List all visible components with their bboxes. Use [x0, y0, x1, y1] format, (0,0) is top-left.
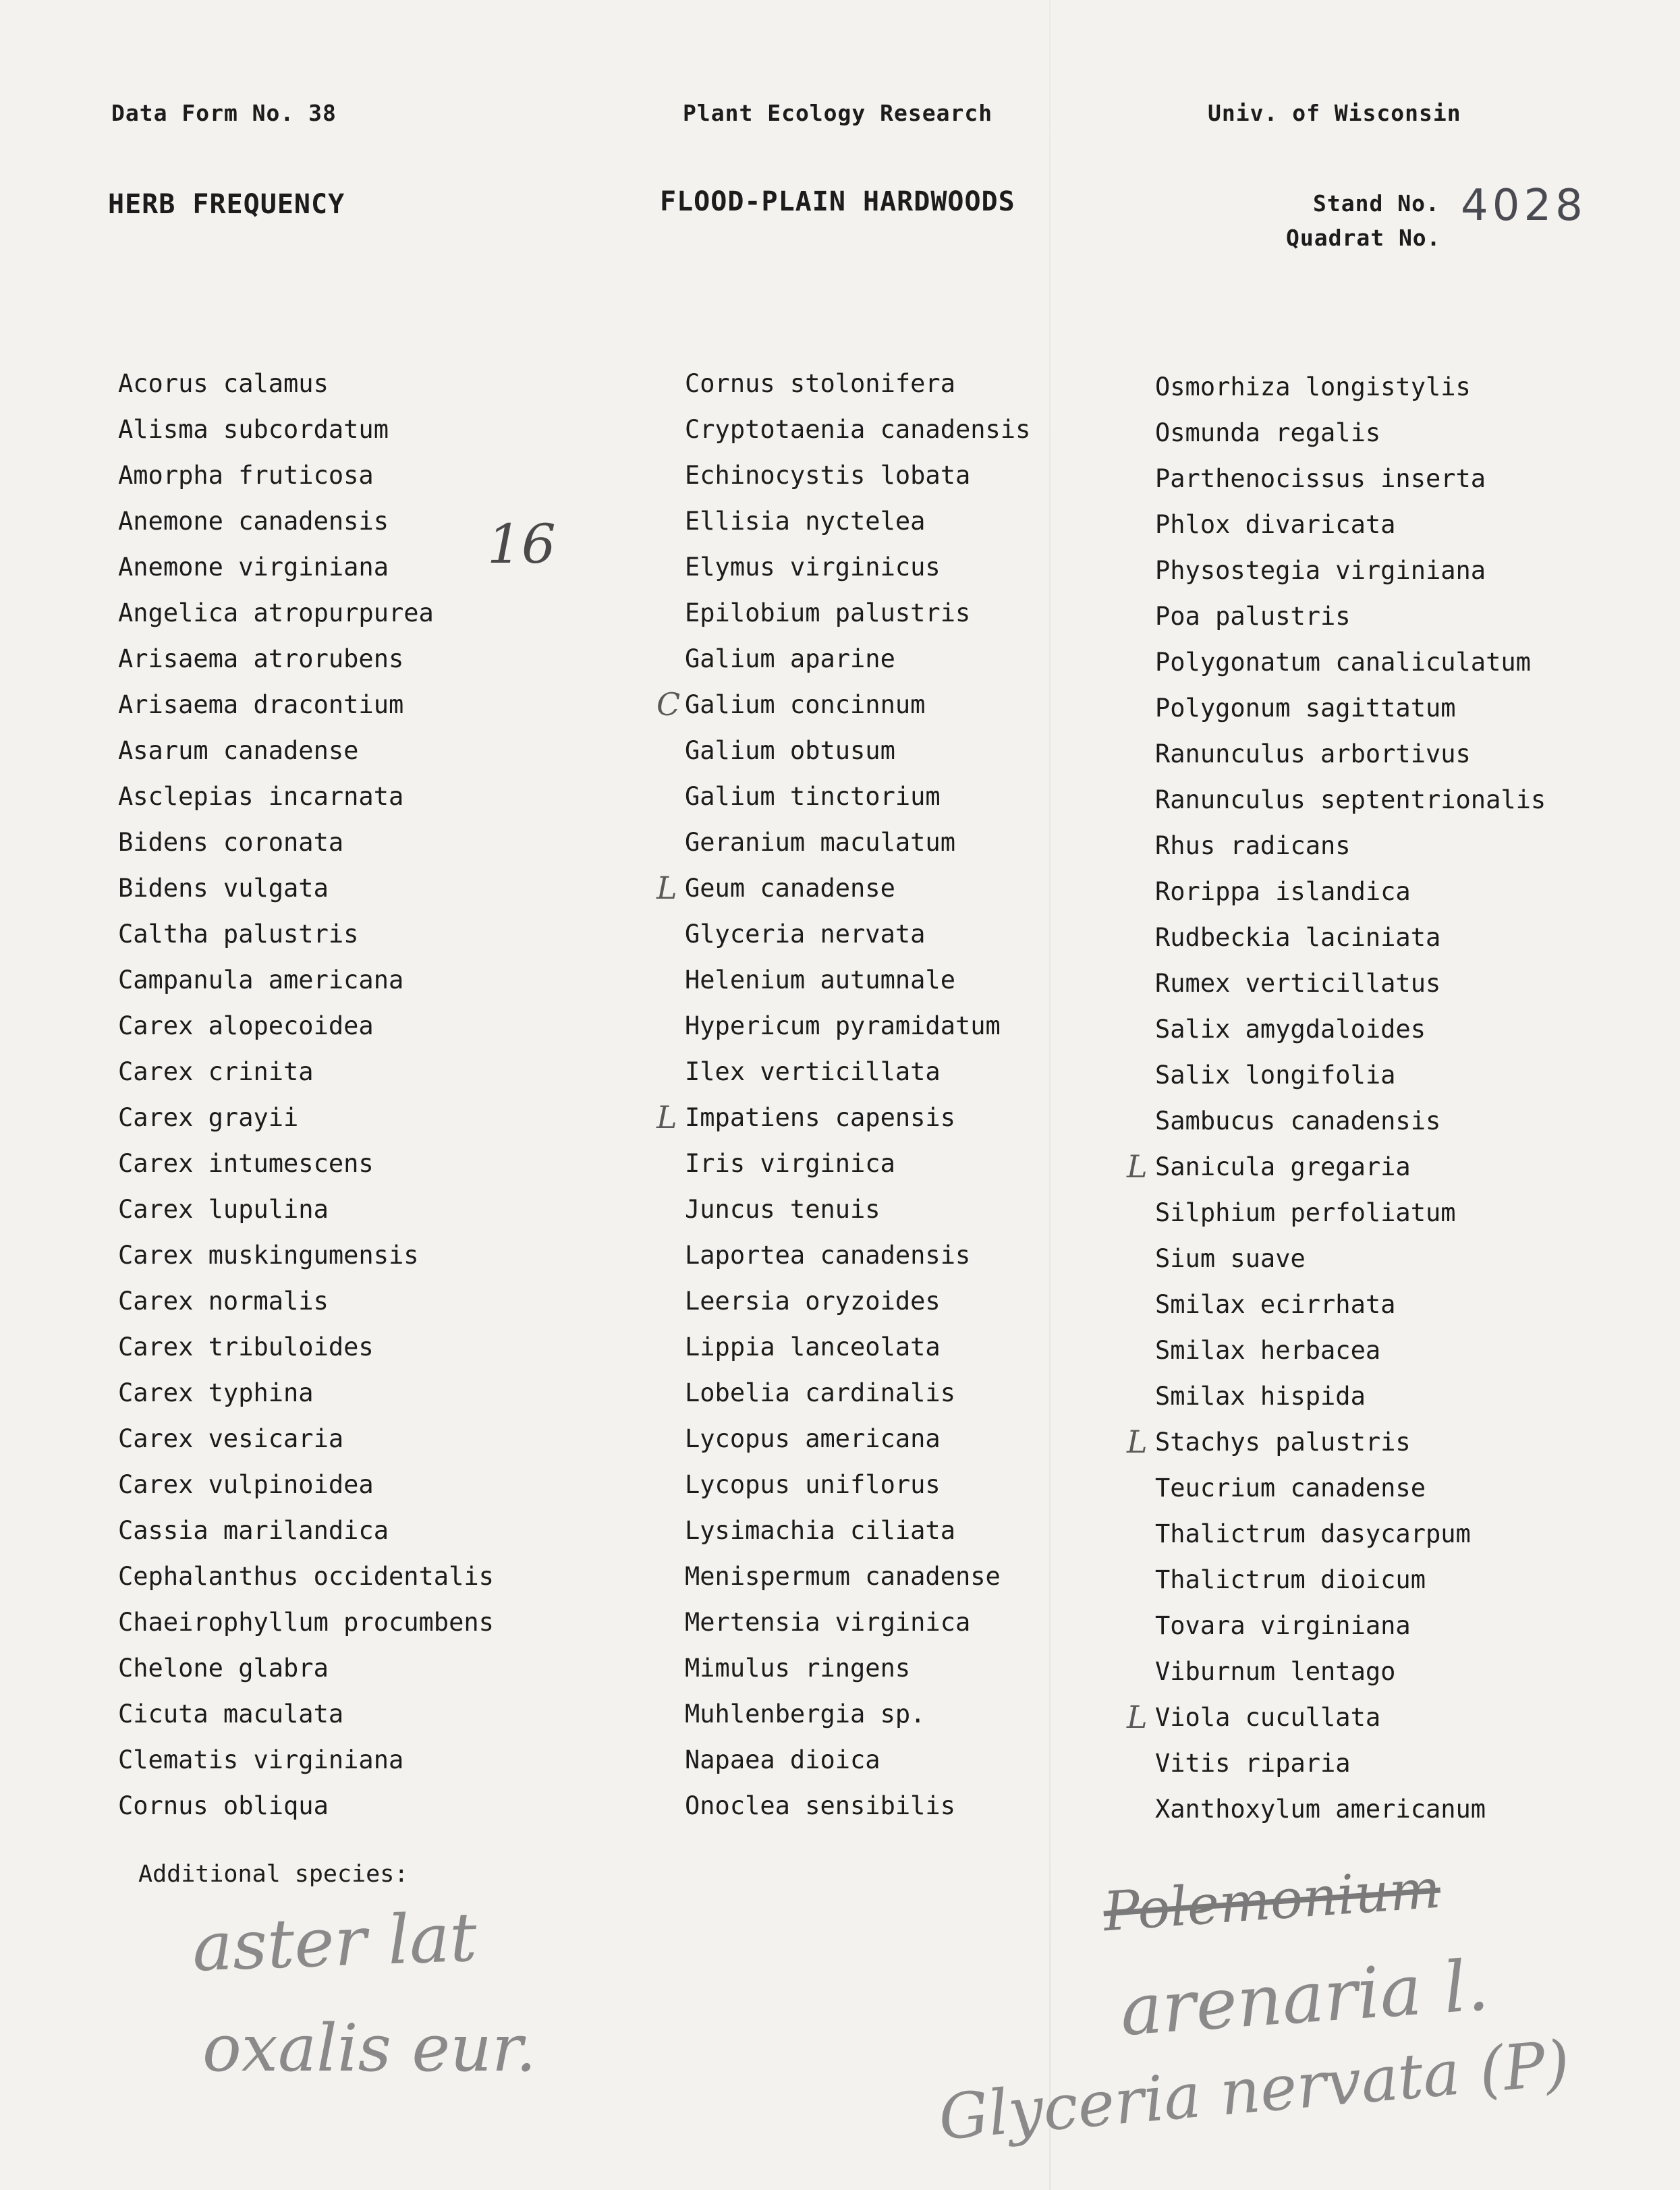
species-item: Lycopus uniflorus	[685, 1470, 941, 1499]
species-item: Leersia oryzoides	[685, 1287, 941, 1316]
species-item-marked: L Geum canadense	[656, 870, 895, 906]
species-item: Carex vesicaria	[118, 1424, 344, 1453]
species-item: Amorpha fruticosa	[118, 461, 374, 490]
species-item: Lippia lanceolata	[685, 1332, 941, 1361]
species-item: Carex intumescens	[118, 1149, 374, 1178]
species-item: Mimulus ringens	[685, 1654, 911, 1683]
species-column-2	[656, 361, 1031, 1829]
species-item: Thalictrum dioicum	[1155, 1565, 1426, 1594]
species-item: Rhus radicans	[1155, 831, 1351, 860]
species-item: Hypericum pyramidatum	[685, 1011, 1001, 1040]
species-item: Acorus calamus	[118, 369, 329, 398]
species-item: Phlox divaricata	[1155, 510, 1396, 539]
quadrat-label: Quadrat No.	[1286, 225, 1441, 251]
species-item: Galium aparine	[685, 644, 895, 673]
species-item: Thalictrum dasycarpum	[1155, 1519, 1471, 1548]
species-item-marked: L Viola cucullata	[1127, 1699, 1381, 1735]
species-item: Asarum canadense	[118, 736, 359, 765]
species-item: Ilex verticillata	[685, 1057, 941, 1086]
species-item: Napaea dioica	[685, 1745, 880, 1774]
stand-number-stamp: 4028	[1461, 181, 1587, 231]
species-item: Sambucus canadensis	[1155, 1106, 1441, 1135]
species-item: Galium tinctorium	[685, 782, 941, 811]
species-item: Xanthoxylum americanum	[1155, 1795, 1486, 1824]
species-item: Carex typhina	[118, 1378, 314, 1407]
species-item: Sium suave	[1155, 1244, 1306, 1273]
species-item: Juncus tenuis	[685, 1195, 880, 1224]
species-item: Carex grayii	[118, 1103, 299, 1132]
species-item: Helenium autumnale	[685, 965, 955, 994]
species-item: Carex lupulina	[118, 1195, 329, 1224]
species-item: Cornus obliqua	[118, 1791, 329, 1820]
handwritten-struck-entry: Polemonium	[1101, 1857, 1443, 1944]
species-item: Chelone glabra	[118, 1654, 329, 1683]
species-item: Ranunculus arbortivus	[1155, 739, 1471, 768]
species-item: Asclepias incarnata	[118, 782, 404, 811]
species-item: Mertensia virginica	[685, 1608, 971, 1637]
species-item: Bidens coronata	[118, 828, 344, 857]
species-item: Tovara virginiana	[1155, 1611, 1411, 1640]
species-item-marked: L Sanicula gregaria	[1127, 1148, 1411, 1185]
species-item: Carex muskingumensis	[118, 1241, 419, 1270]
species-item: Glyceria nervata	[685, 920, 926, 949]
handwritten-count: 16	[487, 513, 556, 575]
form-number: Data Form No. 38	[111, 100, 337, 126]
species-item: Elymus virginicus	[685, 553, 941, 582]
species-item: Poa palustris	[1155, 602, 1351, 631]
species-item: Clematis virginiana	[118, 1745, 404, 1774]
species-item: Campanula americana	[118, 965, 404, 994]
species-item: Cicuta maculata	[118, 1700, 344, 1729]
species-item: Iris virginica	[685, 1149, 895, 1178]
species-item: Carex vulpinoidea	[118, 1470, 374, 1499]
species-item: Carex normalis	[118, 1287, 329, 1316]
species-item: Cephalanthus occidentalis	[118, 1562, 494, 1591]
species-item: Carex crinita	[118, 1057, 314, 1086]
species-item: Smilax hispida	[1155, 1382, 1366, 1411]
handwritten-mark: L	[656, 1099, 677, 1135]
species-item-marked: L Stachys palustris	[1127, 1424, 1411, 1460]
species-item: Smilax ecirrhata	[1155, 1290, 1396, 1319]
handwritten-mark: C	[656, 686, 681, 723]
stand-label: Stand No.	[1313, 190, 1440, 217]
species-item: Caltha palustris	[118, 920, 359, 949]
species-item: Galium obtusum	[685, 736, 895, 765]
handwritten-mark: L	[656, 870, 677, 906]
species-item: Osmunda regalis	[1155, 418, 1381, 447]
species-item: Teucrium canadense	[1155, 1473, 1426, 1503]
handwritten-additional-4: Glyceria nervata (P)	[936, 2027, 1573, 2154]
species-item: Lysimachia ciliata	[685, 1516, 955, 1545]
additional-species-label: Additional species:	[138, 1861, 409, 1888]
handwritten-mark: L	[1127, 1148, 1148, 1185]
species-item: Muhlenbergia sp.	[685, 1700, 926, 1729]
species-item: Ranunculus septentrionalis	[1155, 785, 1546, 814]
handwritten-additional-2: oxalis eur.	[202, 2011, 536, 2086]
species-item: Bidens vulgata	[118, 874, 329, 903]
species-item: Menispermum canadense	[685, 1562, 1001, 1591]
species-item: Ellisia nyctelea	[685, 507, 926, 536]
species-item: Epilobium palustris	[685, 598, 971, 627]
handwritten-additional-3: arenaria l.	[1117, 1944, 1492, 2052]
species-item: Geranium maculatum	[685, 828, 955, 857]
species-item: Viburnum lentago	[1155, 1657, 1396, 1686]
species-item: Silphium perfoliatum	[1155, 1198, 1456, 1227]
university-name: Univ. of Wisconsin	[1208, 100, 1461, 126]
species-item: Carex alopecoidea	[118, 1011, 374, 1040]
species-item: Rudbeckia laciniata	[1155, 923, 1441, 952]
community-title: FLOOD-PLAIN HARDWOODS	[660, 186, 1015, 217]
form-title: HERB FREQUENCY	[108, 189, 345, 220]
species-item: Onoclea sensibilis	[685, 1791, 955, 1820]
species-item: Chaeirophyllum procumbens	[118, 1608, 494, 1637]
species-item: Cassia marilandica	[118, 1516, 389, 1545]
org-name: Plant Ecology Research	[683, 100, 993, 126]
species-item: Carex tribuloides	[118, 1332, 374, 1361]
species-item-marked: C Galium concinnum	[656, 686, 926, 723]
paper-fold-line	[1049, 0, 1051, 2190]
species-item: Cornus stolonifera	[685, 369, 955, 398]
species-item: Polygonum sagittatum	[1155, 694, 1456, 723]
species-item: Anemone canadensis	[118, 507, 389, 536]
species-item: Laportea canadensis	[685, 1241, 971, 1270]
species-item: Salix amygdaloides	[1155, 1015, 1426, 1044]
species-item: Echinocystis lobata	[685, 461, 971, 490]
species-item: Cryptotaenia canadensis	[685, 415, 1031, 444]
species-item: Salix longifolia	[1155, 1061, 1396, 1090]
species-item: Osmorhiza longistylis	[1155, 372, 1471, 401]
handwritten-mark: L	[1127, 1699, 1148, 1735]
species-item: Rorippa islandica	[1155, 877, 1411, 906]
species-item: Arisaema dracontium	[118, 690, 404, 719]
species-item: Arisaema atrorubens	[118, 644, 404, 673]
handwritten-additional-1: aster lat	[191, 1897, 478, 1987]
species-item: Lobelia cardinalis	[685, 1378, 955, 1407]
species-item: Polygonatum canaliculatum	[1155, 648, 1531, 677]
species-item: Rumex verticillatus	[1155, 969, 1441, 998]
handwritten-mark: L	[1127, 1424, 1148, 1460]
species-column-1	[118, 361, 494, 1829]
species-item: Alisma subcordatum	[118, 415, 389, 444]
species-item: Physostegia virginiana	[1155, 556, 1486, 585]
species-column-3	[1127, 364, 1546, 1832]
species-item-marked: L Impatiens capensis	[656, 1099, 955, 1135]
species-item: Lycopus americana	[685, 1424, 941, 1453]
species-item: Parthenocissus inserta	[1155, 464, 1486, 493]
species-item: Vitis riparia	[1155, 1749, 1351, 1778]
species-item: Angelica atropurpurea	[118, 598, 434, 627]
species-item: Smilax herbacea	[1155, 1336, 1381, 1365]
species-item: Anemone virginiana	[118, 553, 389, 582]
